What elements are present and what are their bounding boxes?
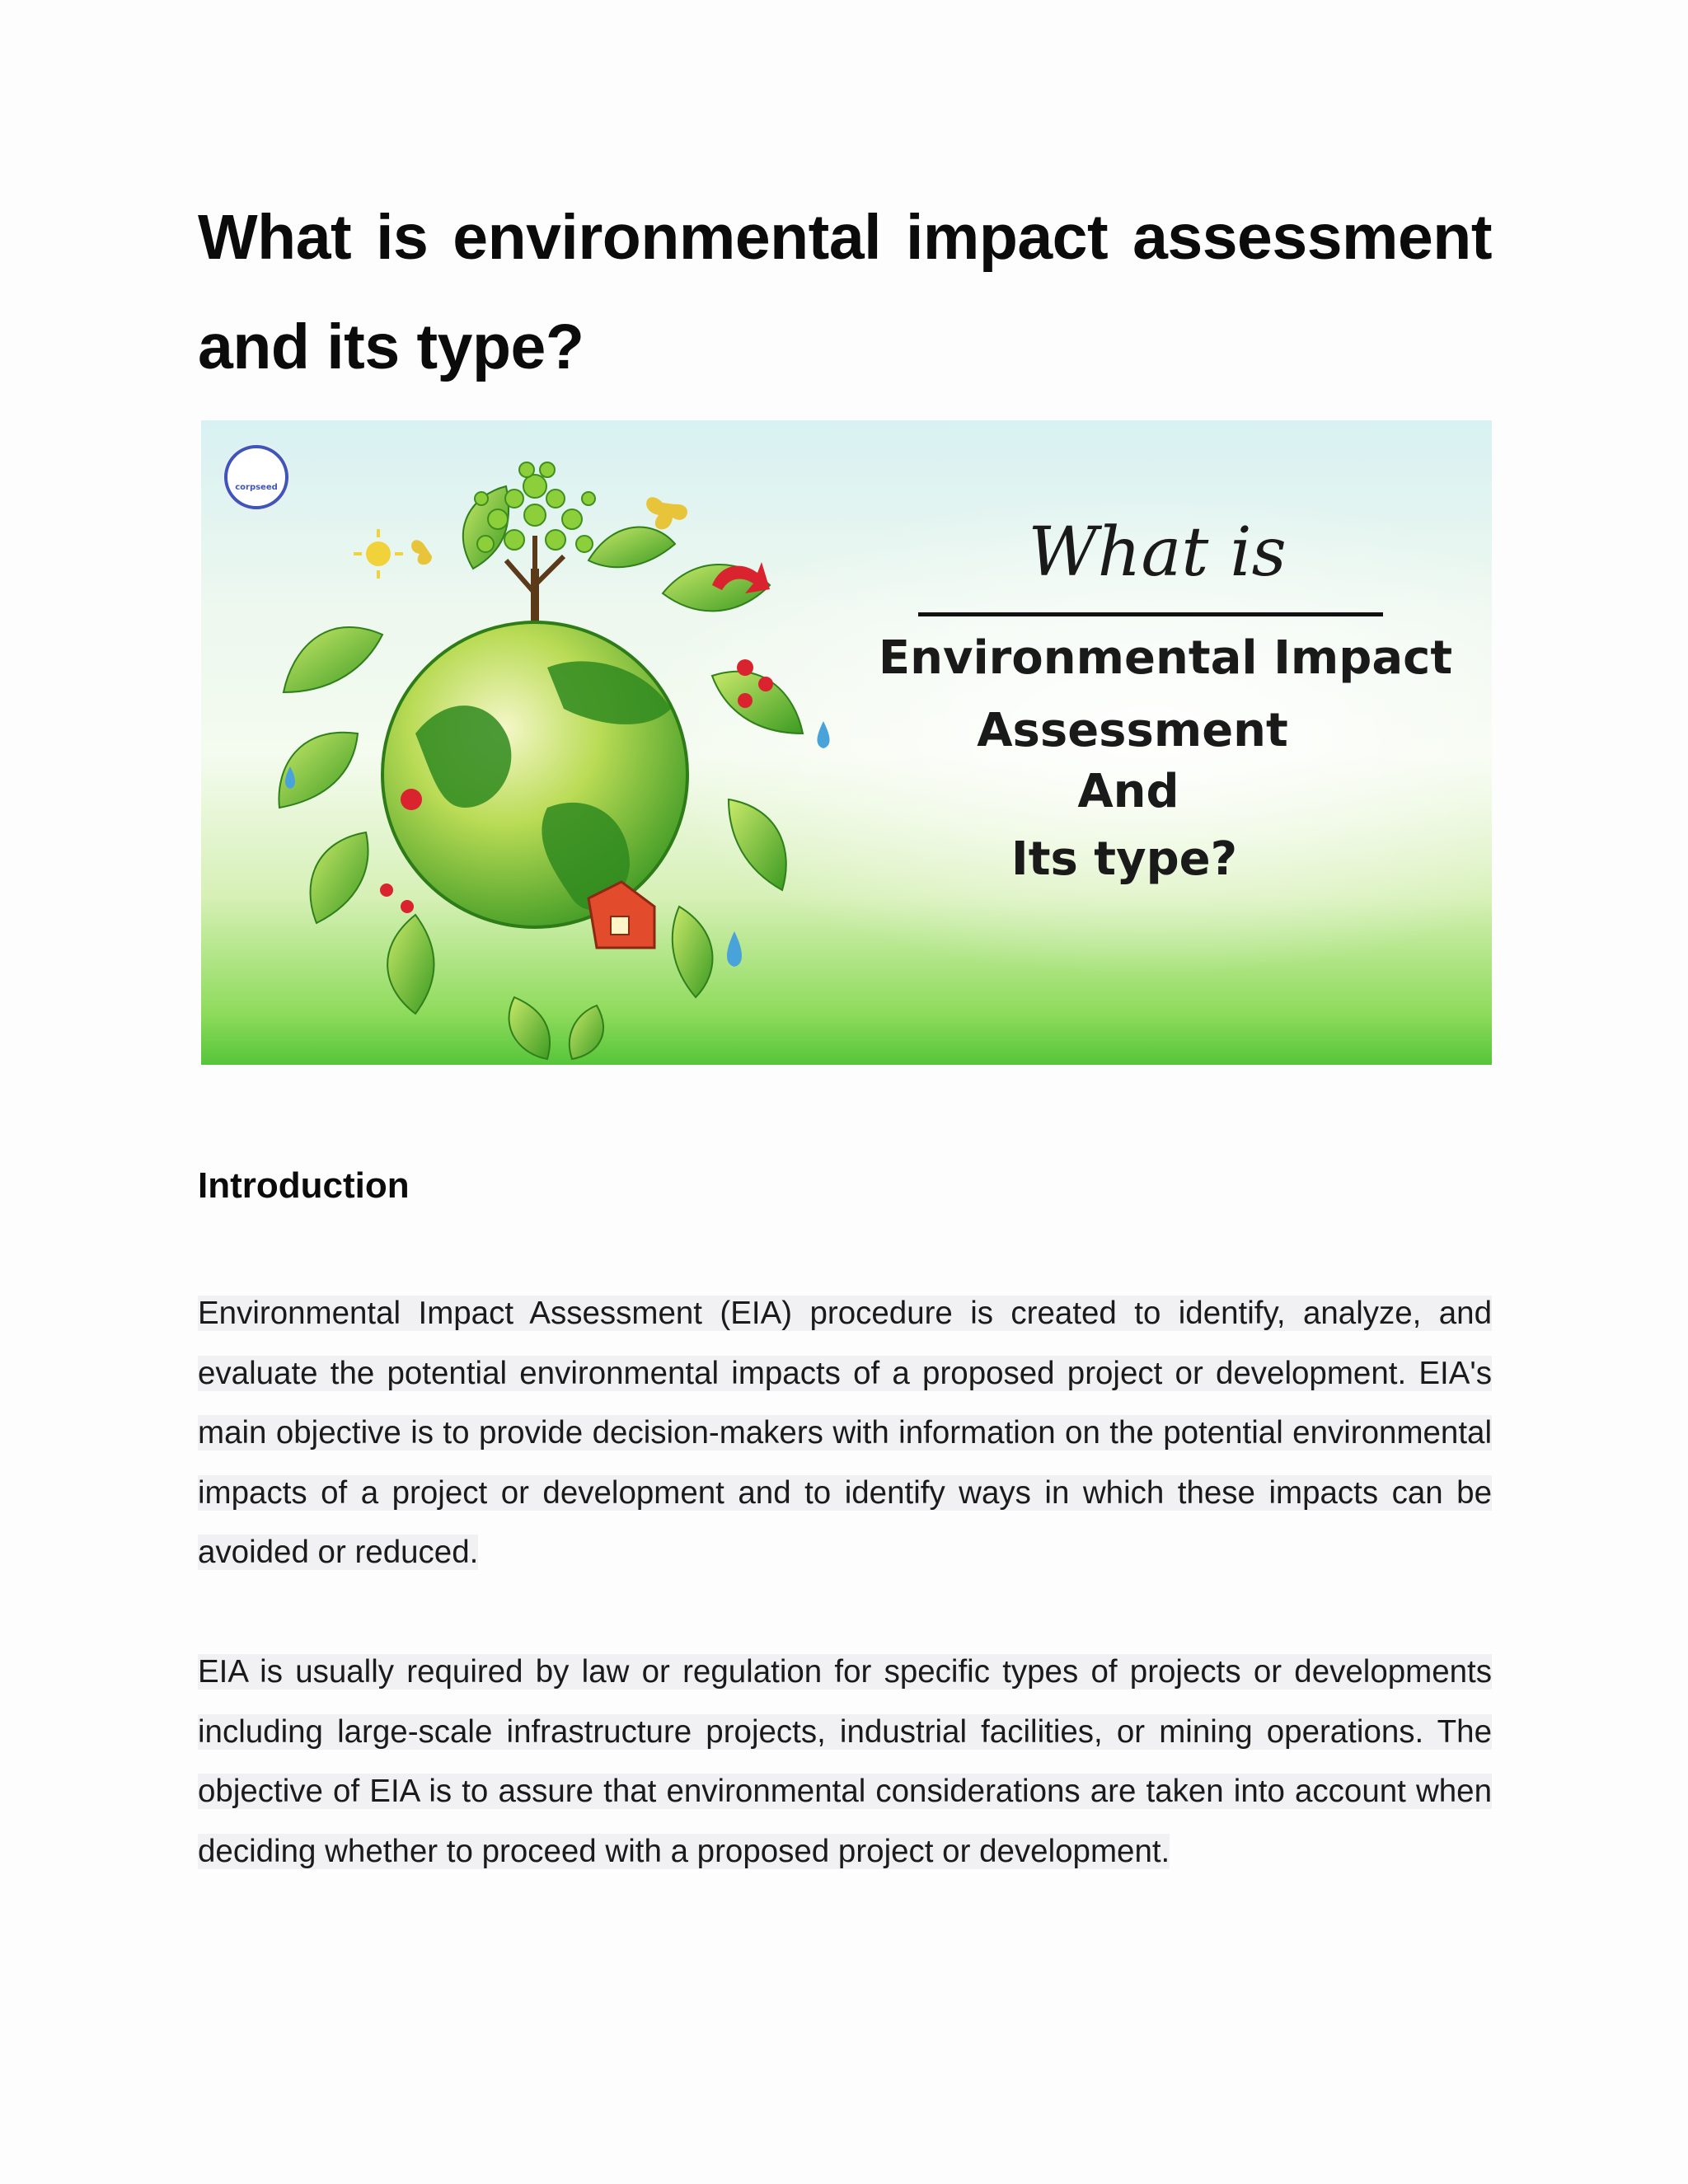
banner-line-4: Its type? bbox=[1010, 832, 1238, 886]
banner-script-line: What is bbox=[1028, 513, 1287, 592]
page-title: What is environmental impact assessment and its type? bbox=[198, 202, 1492, 382]
paragraph-2-text: EIA is usually required by law or regulation for specific types of projects or developments including large-scale infrastructure projects, industrial facilities, or mining operations. The objective of EIA is to assure that environmental considerations are taken into account when deciding whether to proceed with a proposed project or development. bbox=[198, 1654, 1492, 1869]
banner-line-1: Environmental Impact bbox=[878, 631, 1453, 685]
paragraph-1-text: Environmental Impact Assessment (EIA) procedure is created to identify, analyze, and evaluate the potential environmental impacts of a proposed project or development. EIA's main objective is to provide decision-makers with information on the potential environmental impacts of a project or development and to identify ways in which these impacts can be avoided or reduced. bbox=[198, 1296, 1492, 1570]
logo-text: corpseed bbox=[235, 483, 278, 492]
document-page bbox=[198, 0, 1492, 2184]
banner-divider bbox=[918, 612, 1383, 616]
paragraph-1 bbox=[198, 1284, 1492, 1583]
banner-image bbox=[201, 420, 1492, 1065]
banner-line-2: Assessment bbox=[977, 704, 1288, 757]
banner-line-3: And bbox=[1077, 765, 1179, 818]
section-heading-introduction: Introduction bbox=[198, 1165, 410, 1206]
paragraph-2 bbox=[198, 1643, 1492, 1882]
corpseed-logo bbox=[224, 445, 288, 509]
